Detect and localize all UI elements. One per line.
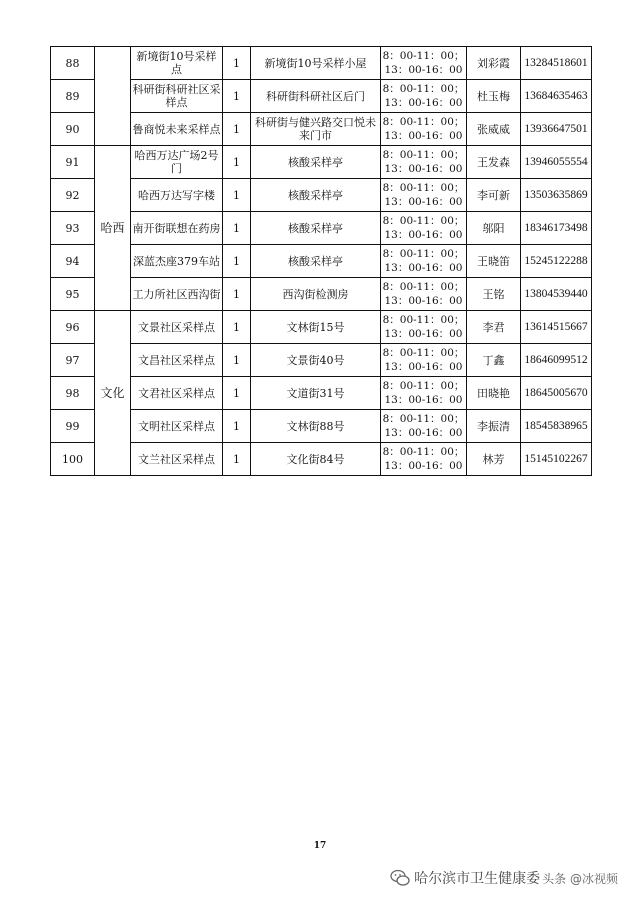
sampling-point-name: 新境街10号采样点 <box>131 47 223 80</box>
table-row <box>51 443 592 476</box>
service-hours <box>381 278 467 311</box>
contact-name: 张威威 <box>467 113 521 146</box>
sampling-point-name: 文君社区采样点 <box>131 377 223 410</box>
row-number: 88 <box>51 47 95 80</box>
service-hours <box>381 344 467 377</box>
page-number: 17 <box>313 841 327 851</box>
contact-name: 杜玉梅 <box>467 80 521 113</box>
time-slot: 8：00-11：00； <box>382 116 465 128</box>
sampling-address: 核酸采样亭 <box>251 179 381 212</box>
row-number: 93 <box>51 212 95 245</box>
sampling-address: 新境街10号采样小屋 <box>251 47 381 80</box>
station-count: 1 <box>223 47 251 80</box>
station-count: 1 <box>223 344 251 377</box>
time-slot: 8：00-11：00； <box>382 281 465 293</box>
sampling-point-name: 工力所社区西沟街 <box>131 278 223 311</box>
row-number: 98 <box>51 377 95 410</box>
time-slot: 13：00-16：00 <box>384 262 463 274</box>
table-row <box>51 80 592 113</box>
table-row <box>51 212 592 245</box>
station-count: 1 <box>223 146 251 179</box>
watermark <box>390 868 618 888</box>
contact-name: 丁鑫 <box>467 344 521 377</box>
time-slot: 8：00-11：00； <box>382 446 465 458</box>
service-hours <box>381 212 467 245</box>
contact-phone: 13936647501 <box>521 113 592 146</box>
time-slot: 8：00-11：00； <box>382 83 465 95</box>
sampling-point-name: 南开街联想在药房 <box>131 212 223 245</box>
service-hours <box>381 245 467 278</box>
contact-name: 李可新 <box>467 179 521 212</box>
contact-name: 王发森 <box>467 146 521 179</box>
station-count: 1 <box>223 410 251 443</box>
sampling-address: 核酸采样亭 <box>251 212 381 245</box>
contact-name: 田晓艳 <box>467 377 521 410</box>
station-count: 1 <box>223 179 251 212</box>
sampling-point-name: 文兰社区采样点 <box>131 443 223 476</box>
row-number: 90 <box>51 113 95 146</box>
sampling-address: 文化街84号 <box>251 443 381 476</box>
watermark-source: 头条 @冰视频 <box>542 871 618 886</box>
station-count: 1 <box>223 278 251 311</box>
row-number: 91 <box>51 146 95 179</box>
table-row <box>51 410 592 443</box>
contact-name: 林芳 <box>467 443 521 476</box>
time-slot: 8：00-11：00； <box>382 50 465 62</box>
table-row <box>51 245 592 278</box>
time-slot: 8：00-11：00； <box>382 314 465 326</box>
contact-name: 李君 <box>467 311 521 344</box>
time-slot: 13：00-16：00 <box>384 328 463 340</box>
time-slot: 13：00-16：00 <box>384 229 463 241</box>
contact-phone: 18646099512 <box>521 344 592 377</box>
sampling-point-name: 鲁商悦未来采样点 <box>131 113 223 146</box>
sampling-address: 核酸采样亭 <box>251 146 381 179</box>
time-slot: 13：00-16：00 <box>384 196 463 208</box>
table-row <box>51 344 592 377</box>
contact-phone: 13946055554 <box>521 146 592 179</box>
contact-phone: 18645005670 <box>521 377 592 410</box>
service-hours <box>381 80 467 113</box>
time-slot: 8：00-11：00； <box>382 248 465 260</box>
table-row <box>51 179 592 212</box>
row-number: 94 <box>51 245 95 278</box>
row-number: 96 <box>51 311 95 344</box>
district-cell: 文化 <box>95 311 131 476</box>
contact-phone: 18346173498 <box>521 212 592 245</box>
sampling-point-name: 文明社区采样点 <box>131 410 223 443</box>
table-row <box>51 311 592 344</box>
station-count: 1 <box>223 212 251 245</box>
time-slot: 8：00-11：00； <box>382 215 465 227</box>
table-row <box>51 278 592 311</box>
service-hours <box>381 311 467 344</box>
sampling-point-name: 哈西万达广场2号门 <box>131 146 223 179</box>
sampling-address: 文林街88号 <box>251 410 381 443</box>
time-slot: 8：00-11：00； <box>382 182 465 194</box>
sampling-address: 文林街15号 <box>251 311 381 344</box>
station-count: 1 <box>223 311 251 344</box>
table-row <box>51 146 592 179</box>
sampling-address: 文景街40号 <box>251 344 381 377</box>
station-count: 1 <box>223 377 251 410</box>
table-row <box>51 47 592 80</box>
time-slot: 8：00-11：00； <box>382 380 465 392</box>
time-slot: 13：00-16：00 <box>384 163 463 175</box>
station-count: 1 <box>223 80 251 113</box>
station-count: 1 <box>223 245 251 278</box>
sampling-address: 文道街31号 <box>251 377 381 410</box>
contact-name: 李振清 <box>467 410 521 443</box>
service-hours <box>381 443 467 476</box>
service-hours <box>381 47 467 80</box>
time-slot: 13：00-16：00 <box>384 64 463 76</box>
time-slot: 13：00-16：00 <box>384 460 463 472</box>
watermark-account: 哈尔滨市卫生健康委 <box>414 871 541 887</box>
contact-phone: 18545838965 <box>521 410 592 443</box>
sampling-address: 核酸采样亭 <box>251 245 381 278</box>
station-count: 1 <box>223 443 251 476</box>
contact-phone: 13684635463 <box>521 80 592 113</box>
sampling-address: 西沟街检测房 <box>251 278 381 311</box>
station-count: 1 <box>223 113 251 146</box>
contact-phone: 13503635869 <box>521 179 592 212</box>
service-hours <box>381 377 467 410</box>
row-number: 92 <box>51 179 95 212</box>
sampling-point-name: 科研街科研社区采样点 <box>131 80 223 113</box>
district-cell <box>95 47 131 146</box>
contact-name: 刘彩霞 <box>467 47 521 80</box>
time-slot: 13：00-16：00 <box>384 295 463 307</box>
time-slot: 13：00-16：00 <box>384 427 463 439</box>
time-slot: 13：00-16：00 <box>384 361 463 373</box>
time-slot: 13：00-16：00 <box>384 97 463 109</box>
row-number: 100 <box>51 443 95 476</box>
district-cell: 哈西 <box>95 146 131 311</box>
contact-name: 邬阳 <box>467 212 521 245</box>
time-slot: 8：00-11：00； <box>382 347 465 359</box>
table-row <box>51 377 592 410</box>
time-slot: 13：00-16：00 <box>384 394 463 406</box>
sampling-address: 科研街科研社区后门 <box>251 80 381 113</box>
time-slot: 8：00-11：00； <box>382 413 465 425</box>
wechat-icon <box>390 868 410 888</box>
contact-phone: 15245122288 <box>521 245 592 278</box>
contact-name: 王铭 <box>467 278 521 311</box>
service-hours <box>381 410 467 443</box>
row-number: 89 <box>51 80 95 113</box>
sampling-point-name: 文景社区采样点 <box>131 311 223 344</box>
service-hours <box>381 179 467 212</box>
service-hours <box>381 113 467 146</box>
contact-phone: 13284518601 <box>521 47 592 80</box>
service-hours <box>381 146 467 179</box>
time-slot: 8：00-11：00； <box>382 149 465 161</box>
sampling-address: 科研街与健兴路交口悦未来门市 <box>251 113 381 146</box>
contact-phone: 13614515667 <box>521 311 592 344</box>
sampling-point-name: 哈西万达写字楼 <box>131 179 223 212</box>
contact-phone: 13804539440 <box>521 278 592 311</box>
row-number: 99 <box>51 410 95 443</box>
time-slot: 13：00-16：00 <box>384 130 463 142</box>
table-row <box>51 113 592 146</box>
sampling-point-name: 文昌社区采样点 <box>131 344 223 377</box>
row-number: 95 <box>51 278 95 311</box>
contact-phone: 15145102267 <box>521 443 592 476</box>
contact-name: 王晓笛 <box>467 245 521 278</box>
sampling-point-name: 深蓝杰座379车站 <box>131 245 223 278</box>
row-number: 97 <box>51 344 95 377</box>
sampling-points-table <box>50 46 592 476</box>
